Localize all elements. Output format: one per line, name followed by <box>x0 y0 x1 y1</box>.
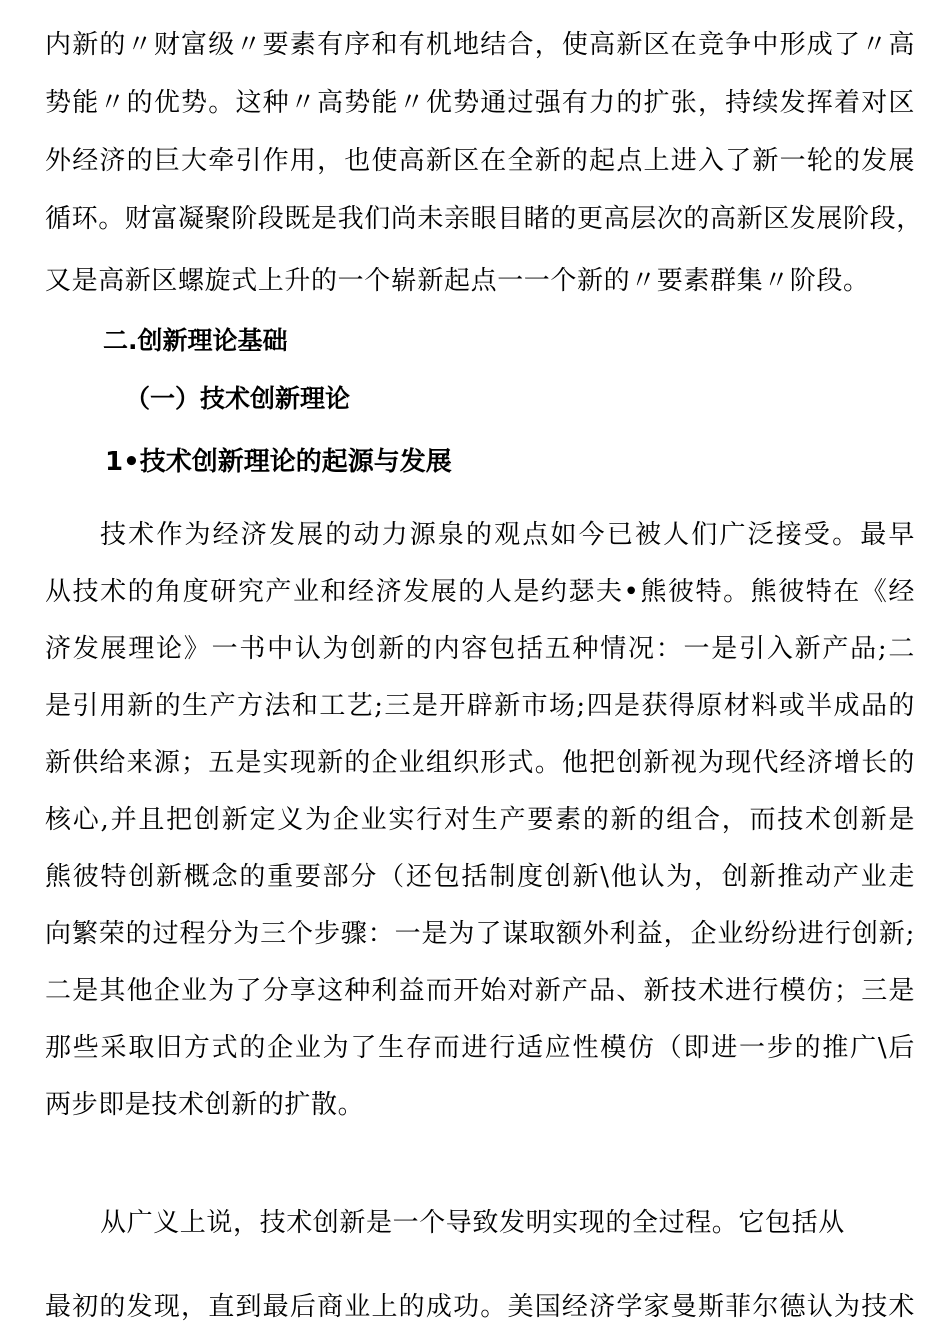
paragraph-line: 技术作为经济发展的动力源泉的观点如今已被人们广泛接受。最早 <box>100 520 915 550</box>
item-heading: 1•技术创新理论的起源与发展 <box>105 447 452 477</box>
paragraph-line: 从技术的角度研究产业和经济发展的人是约瑟夫•熊彼特。熊彼特在《经 <box>45 577 915 607</box>
paragraph-line: 二是其他企业为了分享这种利益而开始对新产品、新技术进行模仿；三是 <box>45 976 915 1006</box>
paragraph-line: 两步即是技术创新的扩散。 <box>45 1090 365 1120</box>
paragraph-line: 向繁荣的过程分为三个步骤：一是为了谋取额外利益，企业纷纷进行创新; <box>45 919 915 949</box>
paragraph-line: 势能〃的优势。这种〃高势能〃优势通过强有力的扩张，持续发挥着对区 <box>45 88 915 118</box>
paragraph-line: 核心,并且把创新定义为企业实行对生产要素的新的组合，而技术创新是 <box>45 805 915 835</box>
paragraph-line: 最初的发现，直到最后商业上的成功。美国经济学家曼斯菲尔德认为技术 <box>45 1292 915 1322</box>
subsection-heading: （一）技术创新理论 <box>125 384 351 413</box>
paragraph-line: 那些采取旧方式的企业为了生存而进行适应性模仿（即进一步的推广\后 <box>45 1033 915 1063</box>
paragraph-line: 外经济的巨大牵引作用，也使高新区在全新的起点上进入了新一轮的发展 <box>45 146 915 176</box>
section-heading: 二.创新理论基础 <box>103 326 288 355</box>
paragraph-line: 从广义上说，技术创新是一个导致发明实现的全过程。它包括从 <box>100 1208 845 1238</box>
paragraph-line: 循环。财富凝聚阶段既是我们尚未亲眼目睹的更高层次的高新区发展阶段， <box>45 204 923 234</box>
paragraph-line: 内新的〃财富级〃要素有序和有机地结合，使高新区在竞争中形成了〃高 <box>45 30 915 60</box>
paragraph-line: 是引用新的生产方法和工艺;三是开辟新市场;四是获得原材料或半成品的 <box>45 691 915 721</box>
paragraph-line: 熊彼特创新概念的重要部分（还包括制度创新\他认为，创新推动产业走 <box>45 862 915 892</box>
paragraph-line: 新供给来源；五是实现新的企业组织形式。他把创新视为现代经济增长的 <box>45 748 915 778</box>
paragraph-line: 又是高新区螺旋式上升的一个崭新起点一一个新的〃要素群集〃阶段。 <box>45 266 870 296</box>
paragraph-line: 济发展理论》一书中认为创新的内容包括五种情况：一是引入新产品;二 <box>45 634 915 664</box>
